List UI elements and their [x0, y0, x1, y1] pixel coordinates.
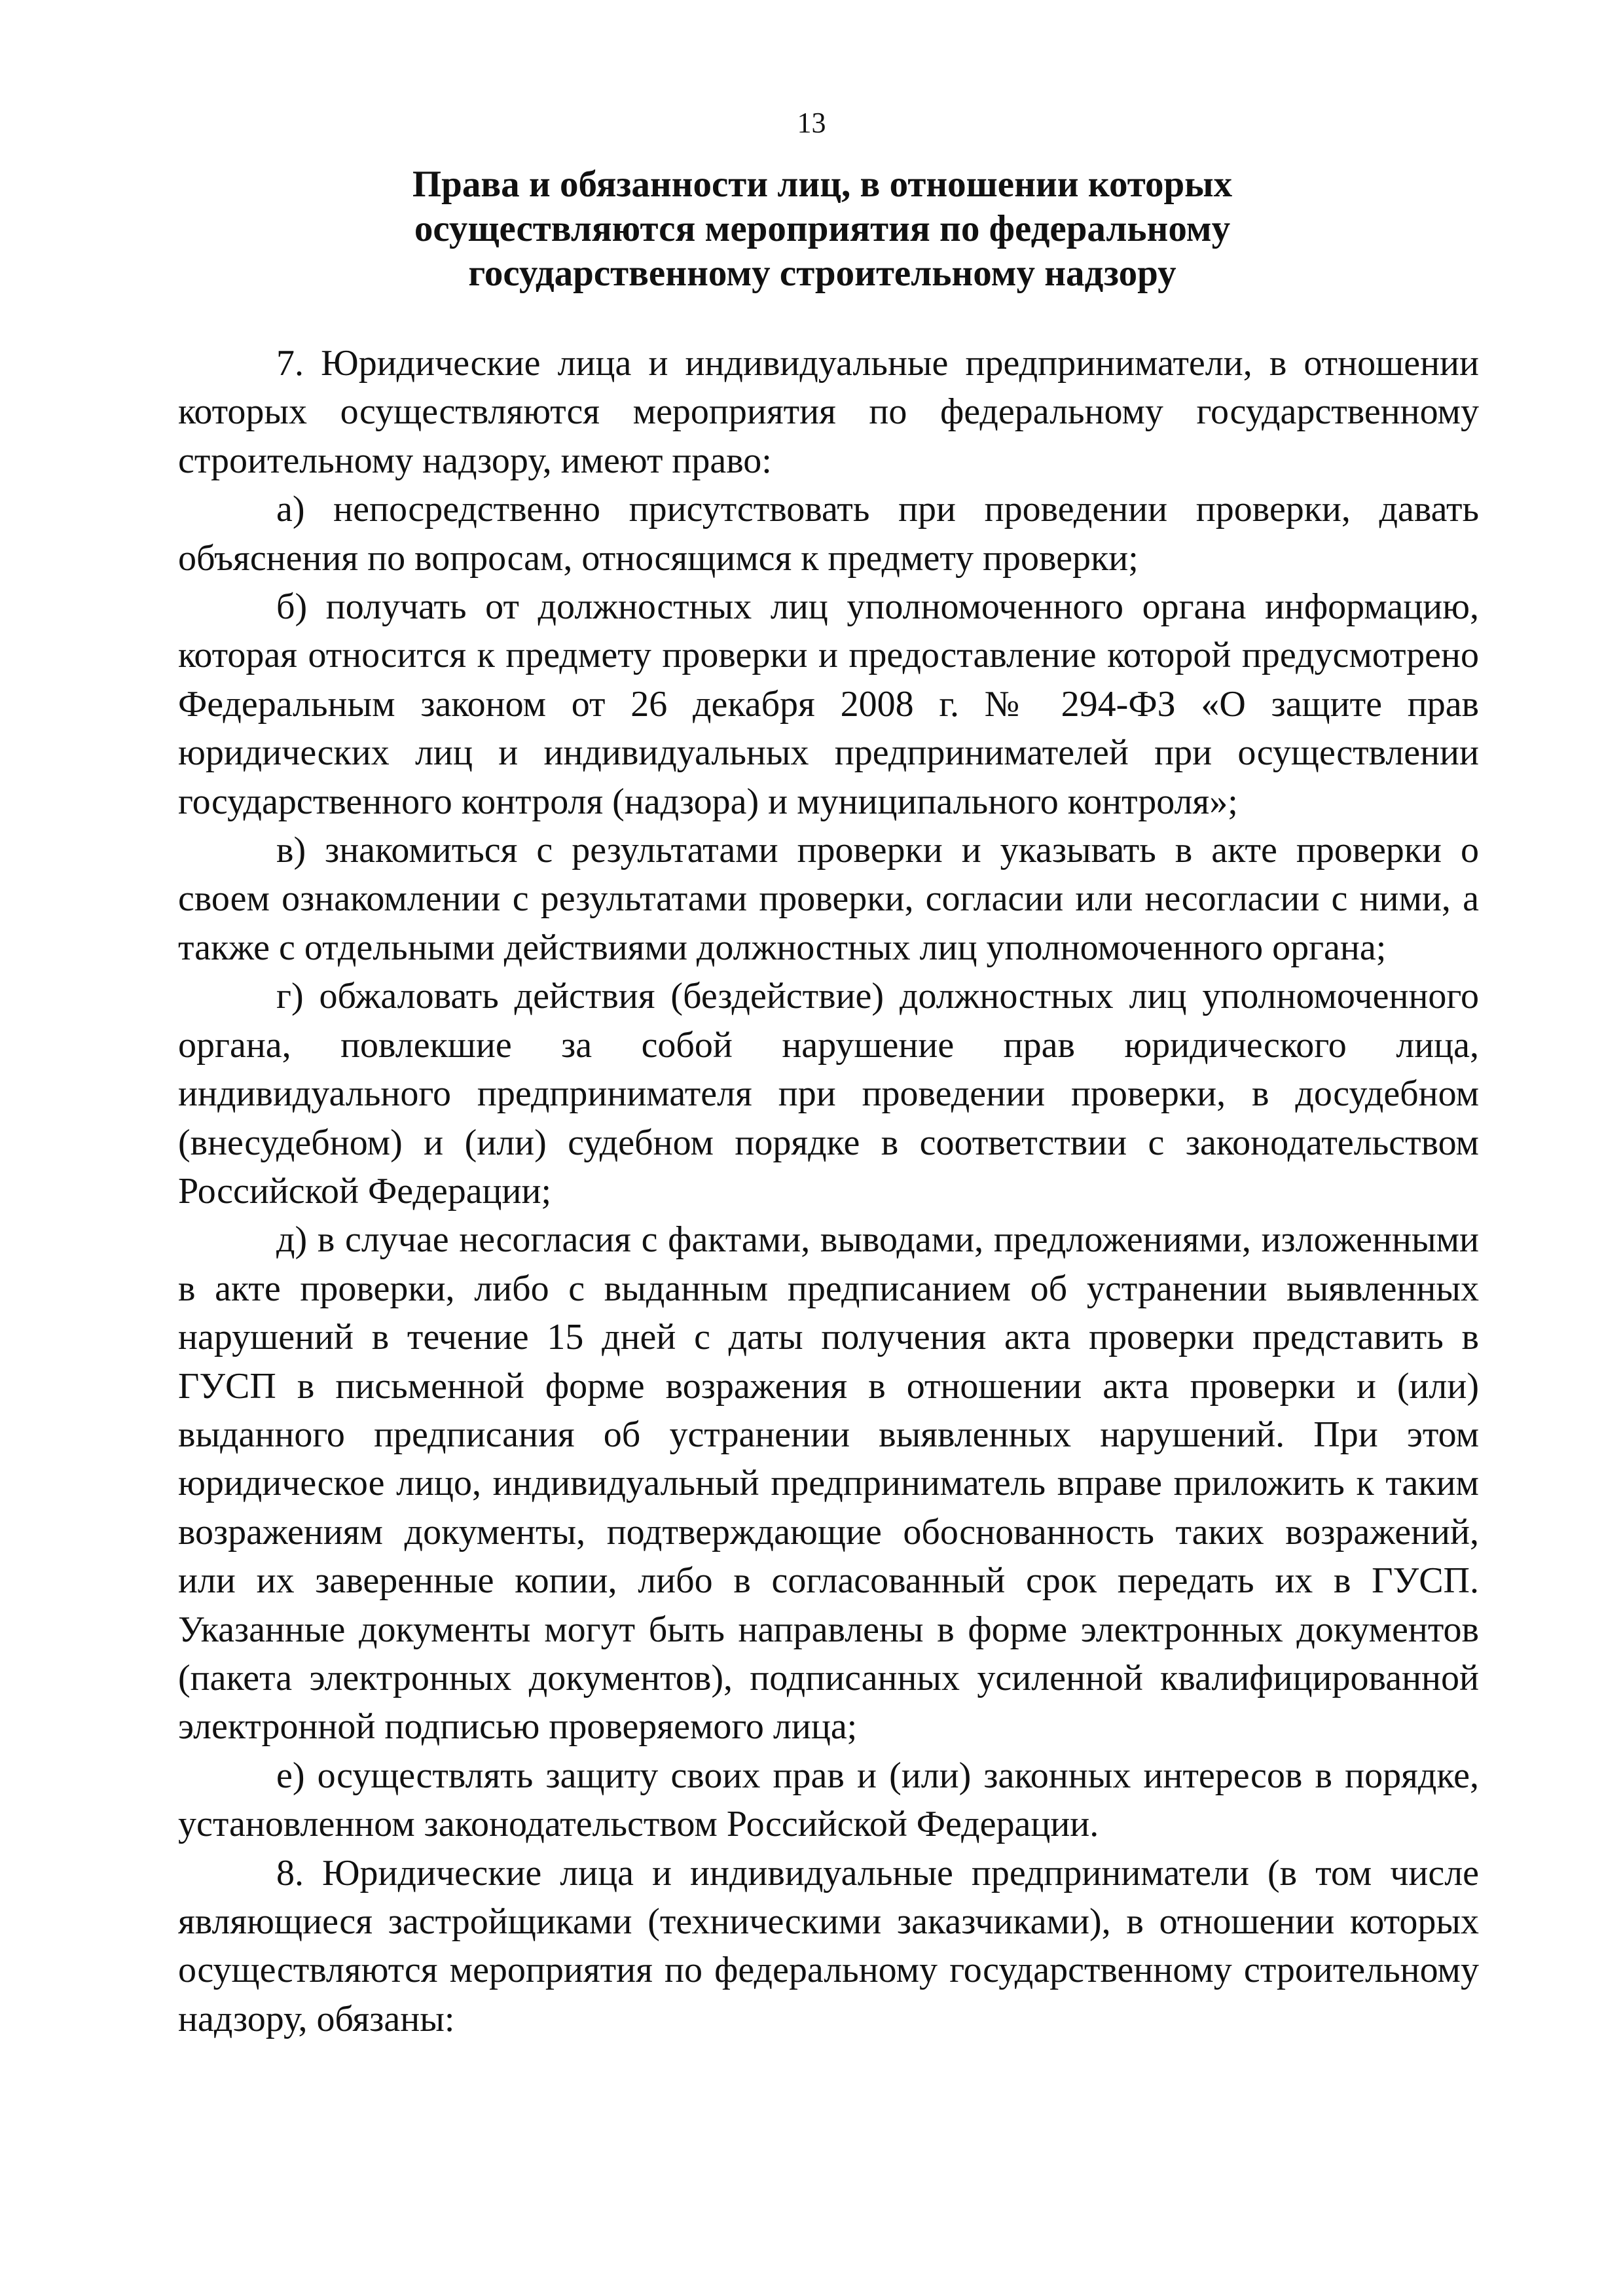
page-number: 13 — [797, 107, 826, 139]
paragraph-7b: б) получать от должностных лиц уполномоченного органа информацию, которая относится к предмету проверки и предоставление которой предусмотрено Федеральным законом от 26 декабря 2008 г. № 294-ФЗ «О защите прав юридических лиц и индивидуальных предпринимателей при осуществлении государственного контроля (надзора) и муниципального контроля»; — [178, 586, 1479, 822]
paragraph-7a: а) непосредственно присутствовать при проведении проверки, давать объяснения по вопросам, относящимся к предмету проверки; — [178, 489, 1479, 579]
paragraph-7g: г) обжаловать действия (бездействие) должностных лиц уполномоченного органа, повлекшие за собой нарушение прав юридического лица, индивидуального предпринимателя при проведении проверки, в досудебном (внесудебном) и (или) судебном порядке в соответствии с законодательством Российской Федерации; — [178, 976, 1479, 1211]
paragraph-7v: в) знакомиться с результатами проверки и указывать в акте проверки о своем ознакомлении с результатами проверки, согласии или несогласии с ними, а также с отдельными действиями должностных лиц уполномоченного органа; — [178, 830, 1479, 968]
paragraph-7: 7. Юридические лица и индивидуальные предприниматели, в отношении которых осуществляются мероприятия по федеральному государственному строительному надзору, имеют право: — [178, 343, 1479, 481]
paragraph-8: 8. Юридические лица и индивидуальные предприниматели (в том числе являющиеся застройщиками (техническими заказчиками), в отношении которых осуществляются мероприятия по федеральному государственному строительному надзору, обязаны: — [178, 1852, 1479, 2039]
document-body — [178, 339, 1479, 2043]
section-title-line: государственному строительному надзору — [468, 253, 1176, 294]
section-title-line: осуществляются мероприятия по федеральному — [414, 208, 1231, 249]
paragraph-7d: д) в случае несогласия с фактами, выводами, предложениями, изложенными в акте проверки, либо с выданным предписанием об устранении выявленных нарушений в течение 15 дней с даты получения акта проверки представить в ГУСП в письменной форме возражения в отношении акта проверки и (или) выданного предписания об устранении выявленных нарушений. При этом юридическое лицо, индивидуальный предприниматель вправе приложить к таким возражениям документы, подтверждающие обоснованность таких возражений, или их заверенные копии, либо в согласованный срок передать их в ГУСП. Указанные документы могут быть направлены в форме электронных документов (пакета электронных документов), подписанных усиленной квалифицированной электронной подписью проверяемого лица; — [178, 1219, 1479, 1748]
section-title — [314, 162, 1330, 296]
section-title-line: Права и обязанности лиц, в отношении которых — [412, 164, 1233, 205]
paragraph-7e: е) осуществлять защиту своих прав и (или) законных интересов в порядке, установленном законодательством Российской Федерации. — [178, 1755, 1479, 1845]
